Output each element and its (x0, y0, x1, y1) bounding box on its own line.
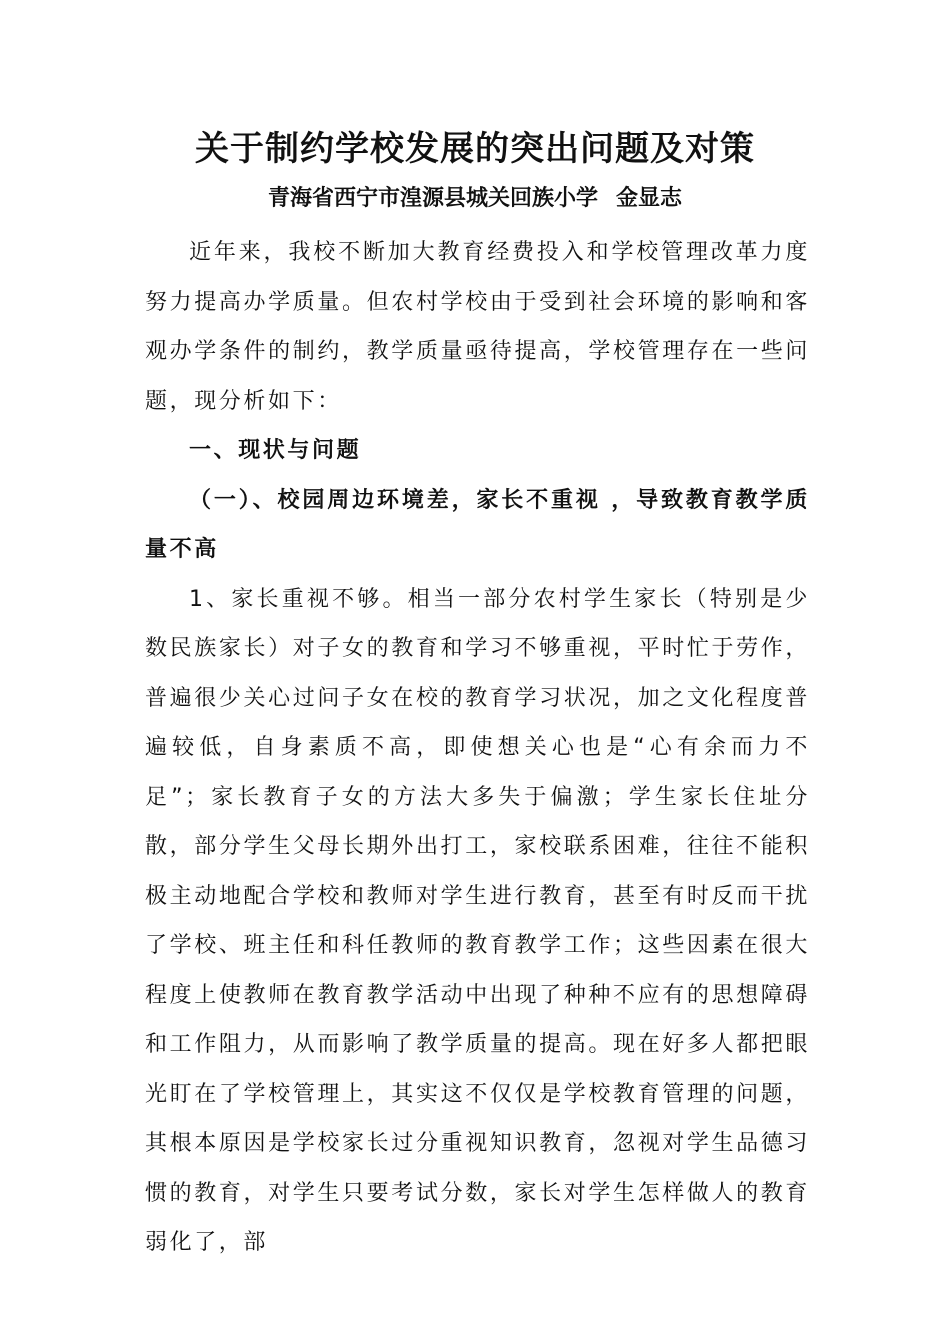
intro-paragraph: 近年来，我校不断加大教育经费投入和学校管理改革力度努力提高办学质量。但农村学校由于受到社会环境的影响和客观办学条件的制约，教学质量亟待提高，学校管理存在一些问题，现分析如下： (145, 240, 810, 414)
author-name: 金显志 (616, 185, 683, 211)
document-title: 关于制约学校发展的突出问题及对策 (195, 129, 755, 169)
document-body (145, 228, 810, 1268)
body-paragraph: 1、家长重视不够。相当一部分农村学生家长（特别是少数民族家长）对子女的教育和学习不够重视，平时忙于劳作，普遍很少关心过问子女在校的教育学习状况，加之文化程度普遍较低，自身素质不高，即使想关心也是“心有余而力不足”；家长教育子女的方法大多失于偏激；学生家长住址分散，部分学生父母长期外出打工，家校联系困难，往往不能积极主动地配合学校和教师对学生进行教育，甚至有时反而干扰了学校、班主任和科任教师的教育教学工作；这些因素在很大程度上使教师在教育教学活动中出现了种种不应有的思想障碍和工作阻力，从而影响了教学质量的提高。现在好多人都把眼光盯在了学校管理上，其实这不仅仅是学校教育管理的问题，其根本原因是学校家长过分重视知识教育，忽视对学生品德习惯的教育，对学生只要考试分数，家长对学生怎样做人的教育弱化了，部 (145, 586, 810, 1255)
subsection-heading: （一）、校园周边环境差，家长不重视 ，导致教育教学质量不高 (145, 487, 810, 562)
document-subtitle (0, 180, 950, 216)
section-heading: 一、现状与问题 (189, 438, 362, 463)
author-school: 青海省西宁市湟源县城关回族小学 (267, 185, 598, 211)
